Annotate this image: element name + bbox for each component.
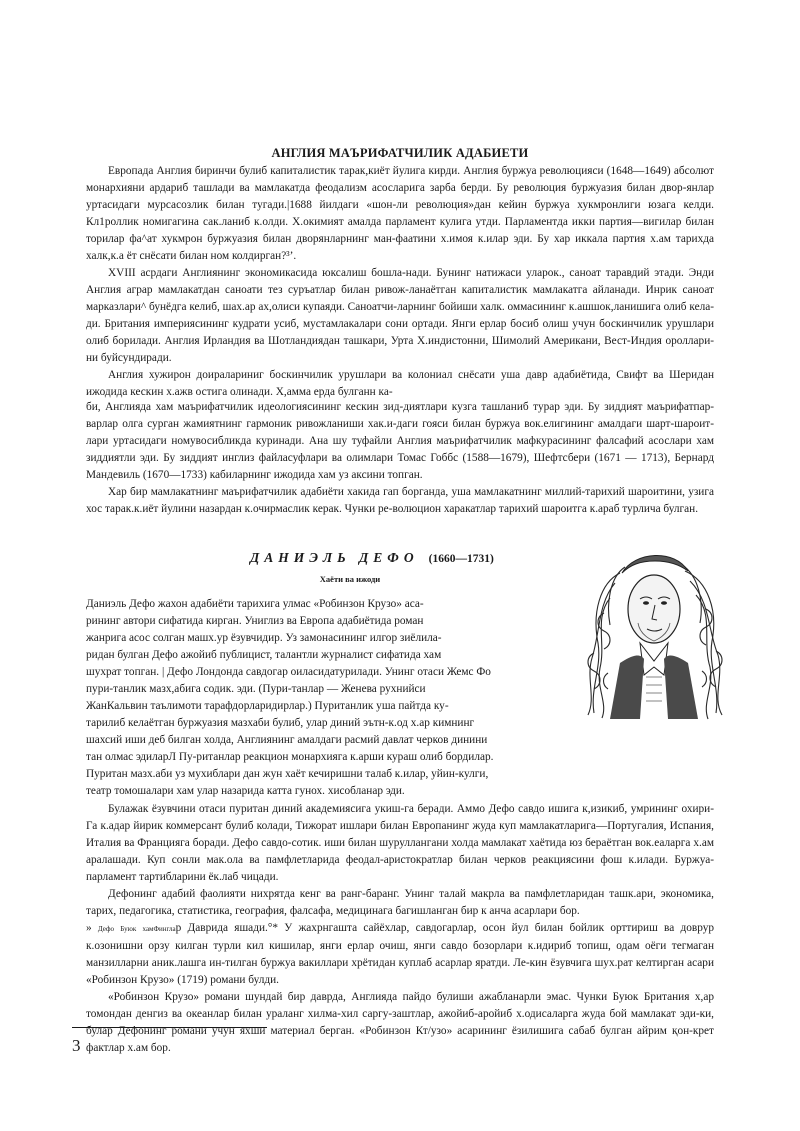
intro-line: рининг автори сифатида кирган. Униглиз ва Европа адабиётида роман <box>86 615 424 627</box>
small-text: ингла <box>159 925 176 933</box>
intro-line: шахсий иши деб билган холда, Англиянинг амалдаги расмий давлат черков динини <box>86 734 488 746</box>
author-heading <box>250 550 570 566</box>
page-number: 3 <box>72 1036 81 1055</box>
intro-line: ЖанКальвин таълимоти тарафдорларидирлар.) Пуританлик уша пайтда ку- <box>86 700 449 712</box>
intro-line: тарилиб келаётган буржуазия мазхаби булиб, улар диний эътн-к.од х.ар кимнинг <box>86 717 475 729</box>
paragraph-text: р Даврида яшади.°* У жахрнгашта сайёхлар, савдогарлар, осон йул билан бойлик орттириш ва доврур к.озонишни орзу килган турли кил кишилар, янги ерлар очиш, янги савдо бозорлари к.идириб топиш, одам оёги тегмаган манзилларни аник.лашга ин-тилган буржуа вакиллари хрётидан куплаб асарлар яратди. Ле-кин ёзувчига шух.рат келтирган асари «Робинзон Крузо» (1719) романи булди. <box>86 922 715 986</box>
paragraph: би, Англияда хам маърифатчилик идеологиясининг кескин зид-диятлари кузга ташланиб турар эди. Бу зиддият маърифатпар-варлар олга сурган жамиятнинг гармоник ривожланиши хак.и-даги гояси билан буржуа вок.елигининг амалдаги шарт-шароит-лари уртасидаги номувосибликда куринади. Ана шу туфайли Англия маърифатчилик мафкурасининг фалсафий асослари хам зиддиятли эди. Бу зиддият инглиз файласуфлари ва олимлари Томас Гоббс (1588—1679), Шефтсбери (1671 — 1713), Бернард Мандевиль (1670—1733) кабиларнинг ижодида хам уз аксини топган. <box>86 401 714 481</box>
small-text: хамФ <box>142 925 160 933</box>
paragraph: Англия хужирон доиралариниг боскинчилик урушлари ва колониал снёсати уша давр адабиётида, Свифт ва Шеридан ижодида кескин х.ажв остига олинади. Х,амма ерда булганн ка- <box>86 369 714 398</box>
author-subtitle: Хаёти ва ижоди <box>319 574 381 584</box>
section-3 <box>86 801 714 1057</box>
intro-line: жанрига асос солган машх.ур ёзувчидир. Уз замонасининг илгор зиёлила- <box>86 632 442 644</box>
intro-line: ридан булган Дефо ажойиб публицист, талантли журналист сифатида хам <box>86 649 442 661</box>
paragraph: Хар бир мамлакатнинг маърифатчилик адабиёти хакида гап борганда, уша мамлакатнинг миллий-тарихий шароитини, узига хос тарак.к.иёт йулини назардан к.очирмаслик керак. Чунки ре-волюцион харакатлар тарихий шароитга к.араб турлича булган. <box>86 486 714 515</box>
author-years: (1660—1731) <box>428 553 494 565</box>
chapter-heading: АНГЛИЯ МАЪРИФАТЧИЛИК АДАБИЕТИ <box>271 146 529 160</box>
paragraph: Европада Англия биринчи булиб капиталистик тарак,киёт йулига кирди. Англия буржуа революцияси (1648—1649) абсолют монархияни ардариб ташлади ва мамлакатда феодализм асосларига зарба берди. Бу революция буржуазия билан двор-янлар уртасидаги мурсасозлик билан тугади.|1688 йилдаги «шон-ли революция»дан кейин буржуа хукмронлиги юзага келди. Кл1роллик номигагина сак.ланиб к.олди. Х.окимият амалда парламент кулига утди. Парламентда икки партия—вигилар билан торилар фа^ат хукмрон буржуазия билан дворянларнинг ман-фаатини х.имоя к.илар эди. Бу хар иккала партия х.ам тарихда халк,к.а ёт снёсати билан ном колдирган?³’. <box>86 165 714 262</box>
quote-mark: » <box>86 922 92 934</box>
intro-line: шухрат топган. | Дефо Лондонда савдогар оиласидатурилади. Унинг отаси Жемс Фо <box>86 666 491 678</box>
paragraph: Булажак ёзувчини отаси пуритан диний академиясига укиш-га беради. Аммо Дефо савдо ишига к,изикиб, умрининг охири-Га к.адар йирик коммерсант булиб колади, Тижорат ишлари билан Европанинг жуда куп мамлакатларига—Португалия, Испания, Италия ва Францияга боради. Дефо савдо-сотик. иши билан шуруллангани холда мамлакат хаётида юз бераётган вок.еаларга х.ам аралашади. Куп сонли мак.ола ва памфлетларида феодал-аристократлар билан черков реакциясини фош к.илади. Буржуа-парламент тартибларини ёк.лаб чицади. <box>86 803 714 883</box>
footnote-rule <box>72 1027 267 1028</box>
paragraph: XVIII асрдаги Англиянинг экономикасида юксалиш бошла-нади. Бунинг натижаси уларок., саноат таравдий этади. Энди Англия аграр мамлакатдан саноати тез суръатлар билан ривож-ланаётган капиталистик мамлакатга айланади. Инрик саноат марказлари^ бунёдга келиб, шах.ар ах,олиси купаяди. Саноатчи-ларнинг бойиши халк. оммасининг к.ашшок,ланишига олиб кела-ди. Британия империясининг кудрати усиб, мустамлакалари сони ортади. Янги ерлар босиб олиш учун боскинчилик урушлари олиб борилади. Англия Ирландия ва Шотландиядан ташкари, Урта Х.индистонни, Шимолий Американи, Вест-Индия ороллари-ни буйсундиради. <box>86 267 714 364</box>
intro-line: Пуритан мазх.аби уз мухиблари дан жун хаёт кечиришни талаб к.илар, уйин-кулги, <box>86 768 489 780</box>
paragraph: «Робинзон Крузо» романи шундай бир даврда, Англияда пайдо булиши ажабланарли эмас. Чунки Буюк Британия х,ар томондан денгиз ва океанлар билан ураланг хилма-хил саргу-заштлар, ажойиб-аройиб х.одисаларга жуда бой мамлакат эди-ки, булар Дефонинг романи учун яхши материал берган. «Робинзон Кт/узо» асарининг ёзилишига сабаб булган айрим қон-крет фактлар х.ам бор. <box>86 991 714 1054</box>
intro-line: пури-танлик мазх,абига содик. эди. (Пури-танлар — Женева рухнийси <box>86 683 426 695</box>
intro-line: театр томошалари хам улар назарида катта гунох. хисобланар эди. <box>86 785 405 797</box>
section-1 <box>86 163 714 401</box>
paragraph: Дефонинг адабий фаолияти нихрятда кенг ва ранг-баранг. Унинг талай макрла ва памфлетларидан ташк.ари, экономика, тарих, педагогика, статистика, география, фалсафа, медицинага багишланган бир к анча асарлари бор. <box>86 888 714 917</box>
author-intro <box>86 596 576 800</box>
small-text: Дефо <box>97 925 115 933</box>
small-text: Буюк <box>120 925 137 933</box>
defoe-portrait-image <box>580 543 730 721</box>
intro-line: тан олмас эдиларЛ Пу-ританлар реакцион монархияга к.арши кураш олиб бордилар. <box>86 751 494 763</box>
paragraph-odd-line <box>86 920 714 989</box>
intro-line: Даниэль Дефо жахон адабиёти тарихига улмас «Робинзон Крузо» аса- <box>86 598 424 610</box>
section-2 <box>86 399 714 518</box>
author-name: ДАНИЭЛЬ ДЕФО <box>250 550 419 565</box>
